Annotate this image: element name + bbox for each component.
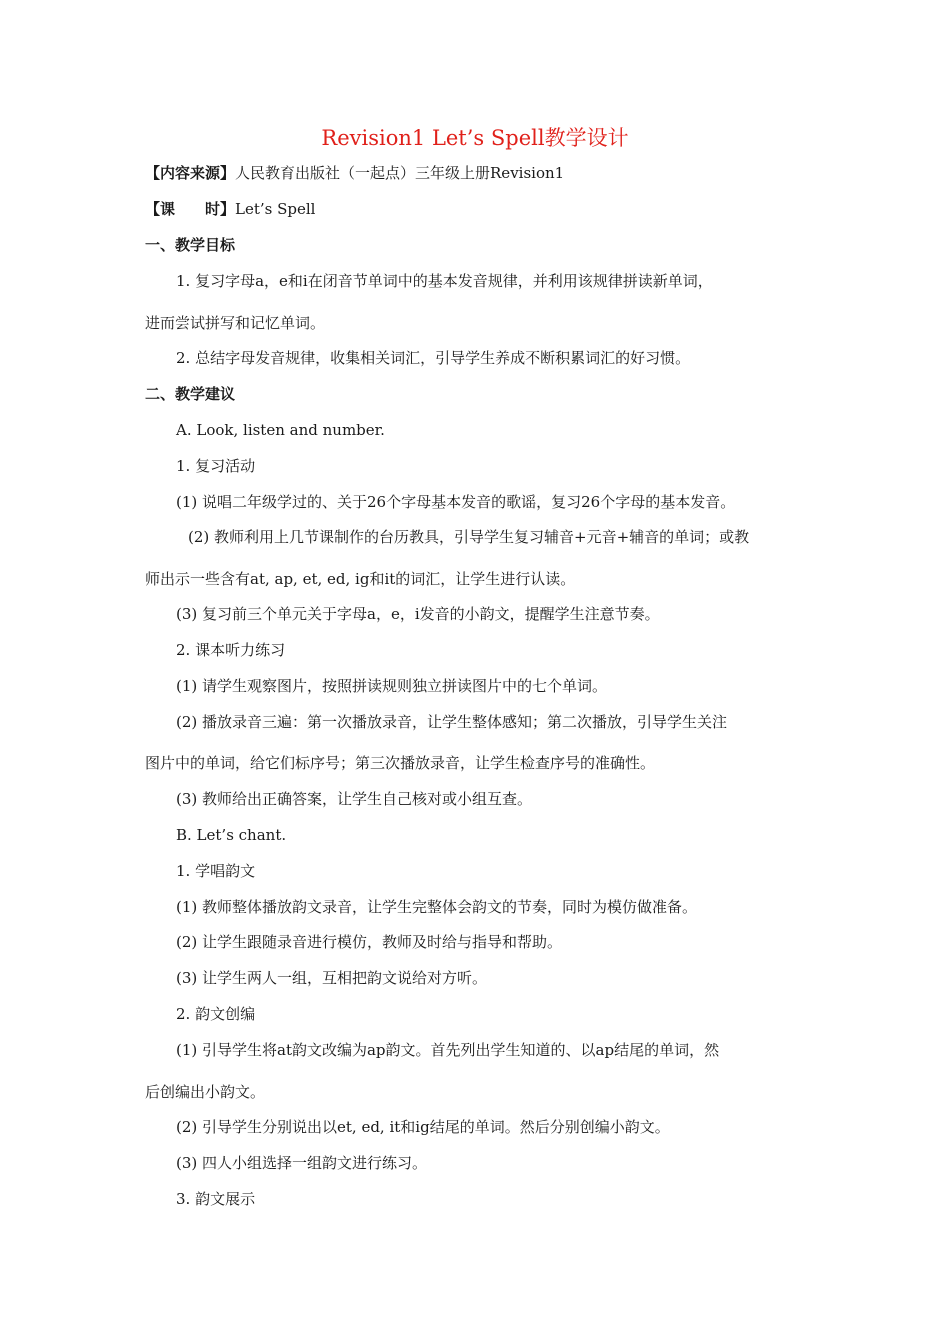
part-a-sub2-item2-line1: (2) 播放录音三遍：第一次播放录音，让学生整体感知；第二次播放，引导学生关注 (176, 713, 728, 731)
part-b-sub3: 3. 韵文展示 (176, 1190, 256, 1208)
lesson-label: 【课 时】 (145, 200, 236, 218)
part-a-sub2: 2. 课本听力练习 (176, 641, 286, 659)
section1-heading: 一、教学目标 (145, 236, 236, 254)
source-value: 人民教育出版社（一起点）三年级上册Revision1 (235, 164, 565, 182)
document-title: Revision1 Let’s Spell教学设计 (321, 126, 629, 150)
source-label: 【内容来源】 (145, 164, 236, 182)
section2-heading: 二、教学建议 (145, 385, 236, 403)
part-b-sub2: 2. 韵文创编 (176, 1005, 256, 1023)
part-b-sub1-item3: (3) 让学生两人一组，互相把韵文说给对方听。 (176, 969, 488, 987)
lesson-line (145, 198, 315, 220)
part-a-sub2-item2-line2: 图片中的单词，给它们标序号；第三次播放录音，让学生检查序号的准确性。 (145, 754, 656, 772)
part-b-sub2-item3: (3) 四人小组选择一组韵文进行练习。 (176, 1154, 428, 1172)
part-b-heading: B. Let’s chant. (176, 826, 287, 844)
lesson-value: Let’s Spell (235, 200, 316, 218)
part-a-sub1-item2-line2: 师出示一些含有at, ap, et, ed, ig和it的词汇，让学生进行认读。 (145, 570, 576, 588)
part-a-sub2-item1: (1) 请学生观察图片，按照拼读规则独立拼读图片中的七个单词。 (176, 677, 608, 695)
part-a-sub1-item2-line1: (2) 教师利用上几节课制作的台历教具，引导学生复习辅音+元音+辅音的单词；或教 (188, 528, 750, 546)
part-b-sub2-item1-line2: 后创编出小韵文。 (145, 1083, 266, 1101)
objective-1-line2: 进而尝试拼写和记忆单词。 (145, 314, 326, 332)
objective-2: 2. 总结字母发音规律，收集相关词汇，引导学生养成不断积累词汇的好习惯。 (176, 349, 691, 367)
source-line (145, 162, 564, 184)
part-b-sub2-item1-line1: (1) 引导学生将at韵文改编为ap韵文。首先列出学生知道的、以ap结尾的单词，然 (176, 1041, 720, 1059)
part-a-heading: A. Look, listen and number. (176, 421, 385, 439)
part-b-sub2-item2: (2) 引导学生分别说出以et, ed, it和ig结尾的单词。然后分别创编小韵文。 (176, 1118, 670, 1136)
part-b-sub1: 1. 学唱韵文 (176, 862, 256, 880)
part-a-sub2-item3: (3) 教师给出正确答案，让学生自己核对或小组互查。 (176, 790, 533, 808)
part-b-sub1-item2: (2) 让学生跟随录音进行模仿，教师及时给与指导和帮助。 (176, 933, 563, 951)
objective-1-line1: 1. 复习字母a，e和i在闭音节单词中的基本发音规律，并利用该规律拼读新单词， (176, 272, 713, 290)
part-a-sub1: 1. 复习活动 (176, 457, 256, 475)
part-a-sub1-item1: (1) 说唱二年级学过的、关于26个字母基本发音的歌谣，复习26个字母的基本发音。 (176, 493, 736, 511)
part-a-sub1-item3: (3) 复习前三个单元关于字母a，e，i发音的小韵文，提醒学生注意节奏。 (176, 605, 660, 623)
part-b-sub1-item1: (1) 教师整体播放韵文录音，让学生完整体会韵文的节奏，同时为模仿做准备。 (176, 898, 698, 916)
